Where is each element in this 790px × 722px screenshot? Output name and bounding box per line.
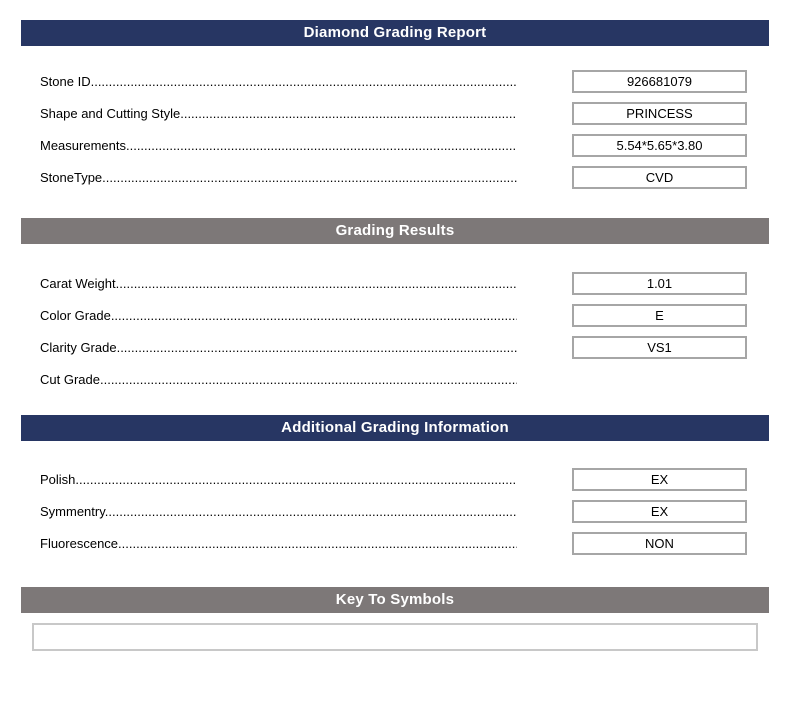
dot-leader (105, 504, 517, 519)
field-value-measurements: 5.54*5.65*3.80 (572, 134, 747, 157)
grading-results-rows (0, 272, 790, 400)
field-value-symmentry: EX (572, 500, 747, 523)
additional-grading-rows (0, 468, 790, 564)
field-label: Polish (40, 472, 76, 487)
section-title: Diamond Grading Report (303, 24, 487, 41)
dot-leader (75, 472, 517, 487)
field-row-color-grade (40, 304, 747, 327)
field-label: StoneType (40, 170, 103, 185)
field-value-color-grade: E (572, 304, 747, 327)
field-label: Fluorescence (40, 536, 119, 551)
dot-leader (118, 536, 517, 551)
dot-leader (126, 138, 517, 153)
dot-leader (91, 74, 517, 89)
field-row-measurements (40, 134, 747, 157)
field-row-fluorescence (40, 532, 747, 555)
section-header-key-to-symbols (21, 587, 769, 613)
field-label-wrap (40, 308, 517, 323)
field-label-wrap (40, 106, 517, 121)
dot-leader (102, 170, 517, 185)
field-row-clarity-grade (40, 336, 747, 359)
field-value-stone-id: 926681079 (572, 70, 747, 93)
field-row-cut-grade (40, 368, 747, 391)
field-label-wrap (40, 372, 517, 387)
field-value-stone-type: CVD (572, 166, 747, 189)
field-row-carat-weight (40, 272, 747, 295)
dot-leader (116, 276, 517, 291)
section-header-diamond-grading-report (21, 20, 769, 46)
field-label-wrap (40, 276, 517, 291)
field-label-wrap (40, 472, 517, 487)
field-value-fluorescence: NON (572, 532, 747, 555)
field-row-shape-and-cutting-style (40, 102, 747, 125)
field-row-stone-id (40, 70, 747, 93)
dot-leader (100, 372, 517, 387)
field-row-symmentry (40, 500, 747, 523)
field-label-wrap (40, 340, 517, 355)
field-row-stone-type (40, 166, 747, 189)
field-label: Symmentry (40, 504, 105, 519)
field-row-polish (40, 468, 747, 491)
section-title: Additional Grading Information (281, 419, 509, 436)
field-label: Stone ID (40, 74, 91, 89)
field-label: Shape and Cutting Style (40, 106, 181, 121)
section-header-additional-grading-information (21, 415, 769, 441)
section-header-grading-results (21, 218, 769, 244)
stone-info-rows (0, 70, 790, 198)
field-label-wrap (40, 74, 517, 89)
field-value-clarity-grade: VS1 (572, 336, 747, 359)
field-label-wrap (40, 170, 517, 185)
field-label: Color Grade (40, 308, 111, 323)
section-title: Key To Symbols (335, 591, 455, 608)
dot-leader (111, 308, 517, 323)
dot-leader (117, 340, 517, 355)
field-label-wrap (40, 536, 517, 551)
field-label: Carat Weight (40, 276, 116, 291)
field-label-wrap (40, 138, 517, 153)
dot-leader (180, 106, 517, 121)
field-label-wrap (40, 504, 517, 519)
field-label: Clarity Grade (40, 340, 117, 355)
field-label: Cut Grade (40, 372, 100, 387)
field-value-polish: EX (572, 468, 747, 491)
section-title: Grading Results (335, 222, 455, 239)
field-value-shape-and-cutting-style: PRINCESS (572, 102, 747, 125)
field-label: Measurements (40, 138, 126, 153)
key-to-symbols-box (32, 623, 758, 651)
field-value-carat-weight: 1.01 (572, 272, 747, 295)
